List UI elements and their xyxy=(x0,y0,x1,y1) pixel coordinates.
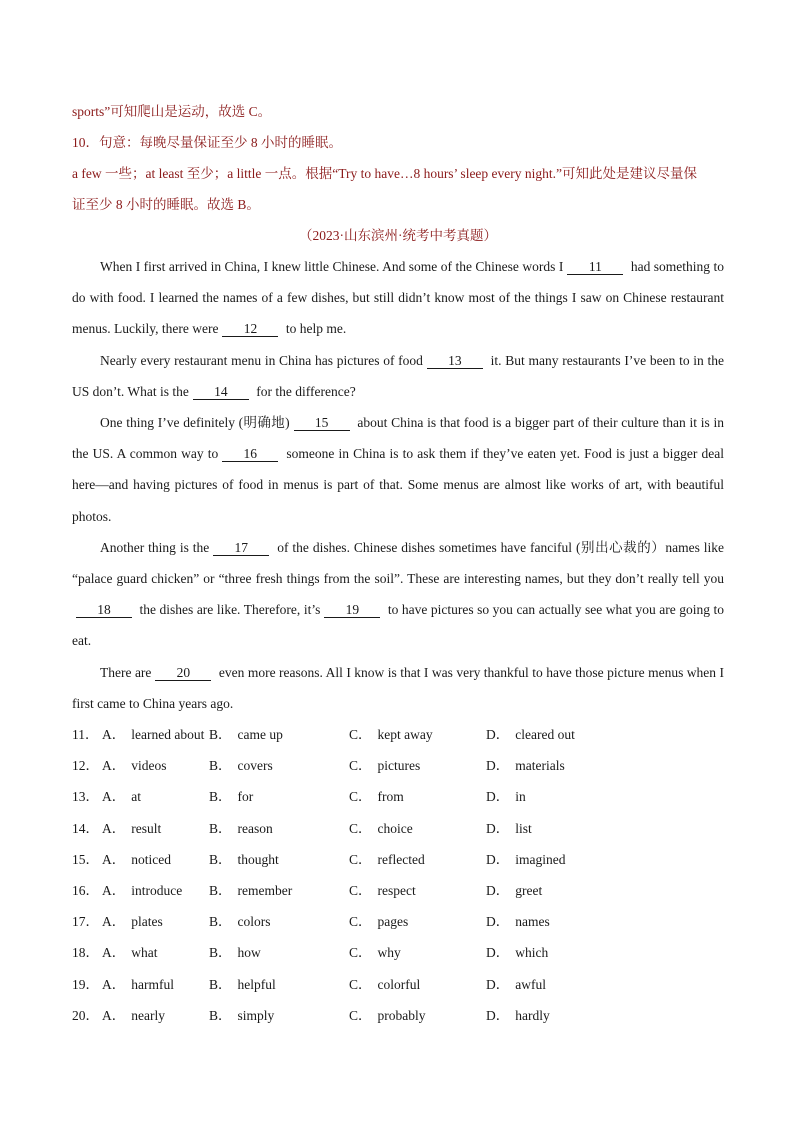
option-a xyxy=(102,781,209,812)
option-a xyxy=(102,875,209,906)
option-text: videos xyxy=(131,758,167,774)
option-text: thought xyxy=(237,851,279,867)
option-text: simply xyxy=(237,1007,275,1023)
option-text: pictures xyxy=(377,758,421,774)
option-text: introduce xyxy=(131,882,183,898)
answer-options-list xyxy=(72,719,724,1031)
option-text: colorful xyxy=(377,976,421,992)
answer-explanation-9-tail: sports”可知爬山是运动，故选 C。 xyxy=(72,104,272,119)
passage-text: One thing I’ve definitely (明确地) xyxy=(100,415,290,431)
question-number: 14． xyxy=(72,820,99,836)
document-page xyxy=(72,96,724,1031)
option-text: in xyxy=(515,789,526,805)
option-letter: C． xyxy=(349,758,372,774)
option-letter: D． xyxy=(486,789,510,805)
option-letter: B． xyxy=(209,851,232,867)
option-text: learned about xyxy=(131,727,205,743)
option-c xyxy=(349,969,486,1000)
option-letter: D． xyxy=(486,945,510,961)
option-b xyxy=(209,813,349,844)
option-d xyxy=(486,719,686,750)
blank-11: 11 xyxy=(567,259,623,275)
option-text: imagined xyxy=(515,851,566,867)
question-number: 17． xyxy=(72,914,99,930)
option-text: reason xyxy=(237,820,273,836)
passage-text: to have pictures so you can actually see what you are going to eat. xyxy=(72,602,725,649)
option-letter: A． xyxy=(102,1007,126,1023)
option-c xyxy=(349,781,486,812)
passage-paragraph-3 xyxy=(72,407,724,532)
exam-source-heading: （2023·山东滨州·统考中考真题） xyxy=(299,228,497,243)
passage-text: There are xyxy=(100,664,152,680)
option-b xyxy=(209,1000,349,1031)
option-letter: A． xyxy=(102,789,126,805)
blank-15: 15 xyxy=(294,415,350,431)
question-options-20 xyxy=(72,1000,724,1031)
answer-explanation-10-detail-line2: 证至少 8 小时的睡眠。故选 B。 xyxy=(72,197,260,212)
option-text: cleared out xyxy=(515,727,575,743)
option-b xyxy=(209,719,349,750)
question-number: 11． xyxy=(72,727,99,743)
option-a xyxy=(102,937,209,968)
option-letter: D． xyxy=(486,914,510,930)
option-letter: C． xyxy=(349,914,372,930)
blank-13: 13 xyxy=(427,353,483,369)
option-letter: D． xyxy=(486,758,510,774)
option-text: probably xyxy=(377,1007,426,1023)
option-letter: D． xyxy=(486,976,510,992)
option-b xyxy=(209,906,349,937)
option-letter: C． xyxy=(349,976,372,992)
option-text: remember xyxy=(237,882,293,898)
option-letter: C． xyxy=(349,789,372,805)
option-letter: A． xyxy=(102,851,126,867)
passage-paragraph-1 xyxy=(72,251,724,345)
option-d xyxy=(486,813,686,844)
option-letter: D． xyxy=(486,1007,510,1023)
option-b xyxy=(209,875,349,906)
passage-text: it. But many restaurants I’ve been to in the US don’t. What is the xyxy=(72,352,725,399)
option-a xyxy=(102,969,209,1000)
passage-paragraph-5 xyxy=(72,657,724,719)
question-number: 19． xyxy=(72,976,99,992)
option-letter: B． xyxy=(209,727,232,743)
option-text: colors xyxy=(237,914,271,930)
option-c xyxy=(349,875,486,906)
option-d xyxy=(486,969,686,1000)
option-letter: C． xyxy=(349,882,372,898)
option-text: materials xyxy=(515,758,565,774)
option-letter: D． xyxy=(486,882,510,898)
option-c xyxy=(349,719,486,750)
option-text: nearly xyxy=(131,1007,165,1023)
option-d xyxy=(486,750,686,781)
option-d xyxy=(486,937,686,968)
passage-text: the dishes are like. Therefore, it’s xyxy=(139,602,321,618)
option-b xyxy=(209,969,349,1000)
passage-paragraph-2 xyxy=(72,345,724,407)
passage-text: about China is that food is a bigger part of their culture than it is in the US. A common way to xyxy=(72,415,725,462)
blank-14: 14 xyxy=(193,384,249,400)
option-letter: B． xyxy=(209,1007,232,1023)
option-b xyxy=(209,781,349,812)
option-text: pages xyxy=(377,914,409,930)
option-letter: A． xyxy=(102,945,126,961)
option-text: for xyxy=(237,789,254,805)
option-a xyxy=(102,1000,209,1031)
option-letter: A． xyxy=(102,758,126,774)
question-options-11 xyxy=(72,719,724,750)
passage-text: Another thing is the xyxy=(100,539,210,555)
question-number: 13． xyxy=(72,789,99,805)
passage-text: someone in China is to ask them if they’ve eaten yet. Food is just a bigger deal here—and having pictures of food in menus is part of that. Some menus are almost like works of art, with beautiful photos. xyxy=(72,446,724,524)
option-text: at xyxy=(131,789,141,805)
option-a xyxy=(102,813,209,844)
question-options-19 xyxy=(72,969,724,1000)
passage-text: had something to do with food. I learned the names of a few dishes, but still didn’t know most of the things I saw on Chinese restaurant menus. Luckily, there were xyxy=(72,259,724,337)
option-letter: C． xyxy=(349,945,372,961)
option-letter: D． xyxy=(486,851,510,867)
blank-18: 18 xyxy=(76,602,132,618)
option-text: why xyxy=(377,945,401,961)
passage-text: to help me. xyxy=(285,321,347,337)
question-options-14 xyxy=(72,813,724,844)
option-letter: B． xyxy=(209,758,232,774)
option-letter: A． xyxy=(102,820,126,836)
passage-text: Nearly every restaurant menu in China has pictures of food xyxy=(100,352,423,368)
question-number: 12． xyxy=(72,758,99,774)
option-text: reflected xyxy=(377,851,425,867)
question-options-17 xyxy=(72,906,724,937)
option-b xyxy=(209,937,349,968)
option-text: covers xyxy=(237,758,273,774)
option-letter: C． xyxy=(349,820,372,836)
option-d xyxy=(486,844,686,875)
question-options-13 xyxy=(72,781,724,812)
option-a xyxy=(102,906,209,937)
option-text: choice xyxy=(377,820,413,836)
option-text: helpful xyxy=(237,976,276,992)
answer-explanation-10-detail-line1: a few 一些；at least 至少；a little 一点。根据“Try to have…8 hours’ sleep every night.”可知此处是建议尽量保 xyxy=(72,166,698,181)
option-b xyxy=(209,750,349,781)
option-d xyxy=(486,906,686,937)
answer-explanation-10-meaning: 10．句意：每晚尽量保证至少 8 小时的睡眠。 xyxy=(72,135,342,150)
blank-17: 17 xyxy=(213,540,269,556)
option-text: result xyxy=(131,820,162,836)
option-b xyxy=(209,844,349,875)
passage-text: for the difference? xyxy=(256,383,356,399)
option-d xyxy=(486,1000,686,1031)
option-a xyxy=(102,750,209,781)
question-options-18 xyxy=(72,937,724,968)
option-letter: A． xyxy=(102,914,126,930)
option-text: kept away xyxy=(377,727,433,743)
option-text: greet xyxy=(515,882,543,898)
option-text: respect xyxy=(377,882,416,898)
option-c xyxy=(349,937,486,968)
option-letter: B． xyxy=(209,914,232,930)
option-letter: C． xyxy=(349,727,372,743)
option-text: plates xyxy=(131,914,163,930)
option-text: what xyxy=(131,945,158,961)
option-c xyxy=(349,750,486,781)
option-c xyxy=(349,844,486,875)
option-text: which xyxy=(515,945,549,961)
question-number: 16． xyxy=(72,882,99,898)
option-letter: D． xyxy=(486,727,510,743)
passage-text: When I first arrived in China, I knew little Chinese. And some of the Chinese words I xyxy=(100,259,564,274)
option-letter: B． xyxy=(209,945,232,961)
option-letter: B． xyxy=(209,820,232,836)
option-text: hardly xyxy=(515,1007,550,1023)
option-a xyxy=(102,844,209,875)
blank-19: 19 xyxy=(324,602,380,618)
blank-12: 12 xyxy=(222,321,278,337)
answer-explanation-10-detail xyxy=(72,158,724,220)
option-c xyxy=(349,813,486,844)
option-letter: B． xyxy=(209,789,232,805)
question-options-12 xyxy=(72,750,724,781)
option-letter: C． xyxy=(349,851,372,867)
question-options-16 xyxy=(72,875,724,906)
passage-text: even more reasons. All I know is that I was very thankful to have those picture menus when I first came to China years ago. xyxy=(72,664,724,711)
question-number: 15． xyxy=(72,851,99,867)
option-letter: A． xyxy=(102,976,126,992)
option-text: how xyxy=(237,945,261,961)
option-text: list xyxy=(515,820,532,836)
option-text: came up xyxy=(237,727,283,743)
passage-text: of the dishes. Chinese dishes sometimes have fanciful (别出心裁的）names like “palace guard chicken” or “three fresh things from the soil”. These are interesting names, but they don’t really tell you xyxy=(72,539,724,587)
blank-20: 20 xyxy=(155,665,211,681)
option-letter: B． xyxy=(209,882,232,898)
option-text: noticed xyxy=(131,851,171,867)
blank-16: 16 xyxy=(222,446,278,462)
option-letter: A． xyxy=(102,727,126,743)
question-number: 20． xyxy=(72,1007,99,1023)
option-c xyxy=(349,1000,486,1031)
option-text: harmful xyxy=(131,976,174,992)
option-d xyxy=(486,781,686,812)
option-text: awful xyxy=(515,976,546,992)
option-c xyxy=(349,906,486,937)
option-letter: B． xyxy=(209,976,232,992)
question-options-15 xyxy=(72,844,724,875)
question-number: 18． xyxy=(72,945,99,961)
option-d xyxy=(486,875,686,906)
passage-paragraph-4 xyxy=(72,532,724,657)
option-text: names xyxy=(515,914,550,930)
option-letter: A． xyxy=(102,882,126,898)
option-letter: C． xyxy=(349,1007,372,1023)
option-text: from xyxy=(377,789,404,805)
option-a xyxy=(102,719,209,750)
option-letter: D． xyxy=(486,820,510,836)
